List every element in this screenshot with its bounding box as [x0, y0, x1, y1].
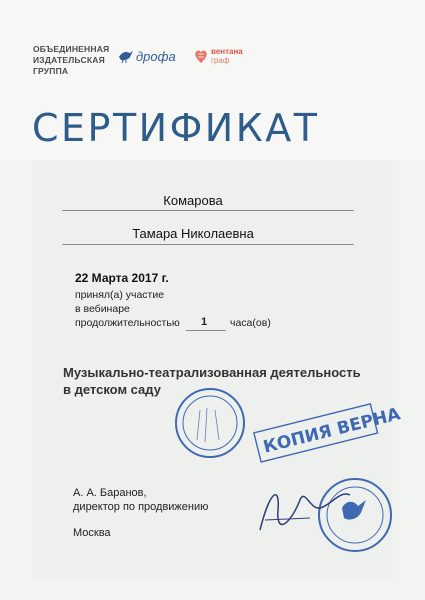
stamp-copy-text: КОПИЯ ВЕРНА — [261, 404, 403, 458]
hours-value: 1 — [201, 316, 208, 328]
signer-name: А. А. Баранов, — [73, 487, 147, 499]
duration-label: продолжительностью — [75, 317, 180, 329]
ventana-graf-logo — [194, 47, 243, 65]
ventana-logo-line: граф — [211, 56, 230, 65]
publisher-line: ГРУППА — [33, 66, 69, 76]
drofa-logo — [118, 48, 176, 64]
certificate-title: СЕРТИФИКАТ — [32, 106, 320, 150]
recipient-surname: Комарова — [163, 193, 223, 208]
hours-unit: часа(ов) — [230, 317, 271, 329]
participation-text: принял(а) участие — [75, 289, 165, 301]
webinar-topic: Музыкально-театрализованная деятельность в детском саду — [63, 365, 361, 397]
recipient-name-patronymic: Тамара Николаевна — [132, 226, 254, 241]
drofa-logo-text: дрофа — [136, 48, 176, 64]
city-label: Москва — [73, 527, 111, 539]
webinar-text: в вебинаре — [75, 303, 130, 315]
surname-underline — [62, 210, 354, 211]
name-underline — [62, 244, 354, 245]
ventana-logo-line: вентана — [211, 47, 243, 56]
signer-block — [73, 486, 208, 514]
signer-position: директор по продвижению — [73, 501, 209, 513]
drofa-bird-icon — [118, 48, 134, 64]
publisher-line: ОБЪЕДИНЕННАЯ — [33, 44, 110, 54]
webinar-date: 22 Марта 2017 г. — [75, 271, 169, 285]
publisher-line: ИЗДАТЕЛЬСКАЯ — [33, 55, 105, 65]
publisher-group-label — [33, 44, 109, 77]
seal-stamp — [175, 380, 403, 470]
hours-underline — [186, 330, 226, 331]
ventana-heart-icon — [194, 48, 208, 64]
signature-and-round-stamp — [250, 470, 410, 560]
